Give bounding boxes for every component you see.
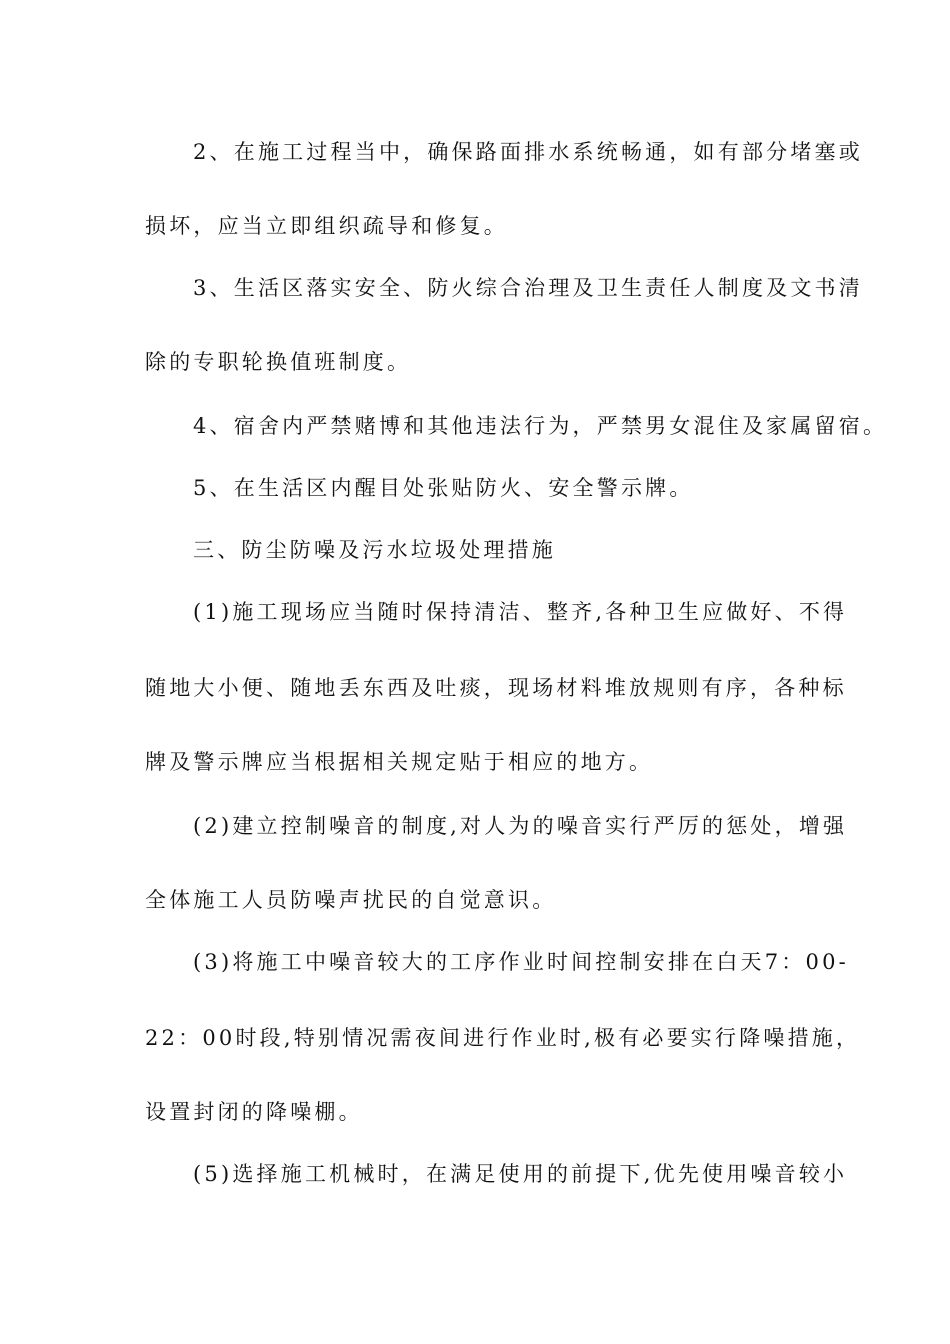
item-1-line-2: 随地大小便、随地丢东西及吐痰，现场材料堆放规则有序，各种标 bbox=[145, 676, 847, 700]
item-5-line-1: (5)选择施工机械时，在满足使用的前提下,优先使用噪音较小 bbox=[193, 1162, 848, 1186]
paragraph-2-line-2: 损坏，应当立即组织疏导和修复。 bbox=[145, 214, 508, 238]
section-heading: 三、防尘防噪及污水垃圾处理措施 bbox=[193, 538, 556, 562]
item-2-line-1: (2)建立控制噪音的制度,对人为的噪音实行严厉的惩处，增强 bbox=[193, 814, 848, 838]
paragraph-2-line-1: 2、在施工过程当中，确保路面排水系统畅通，如有部分堵塞或 bbox=[193, 140, 863, 164]
paragraph-3-line-2: 除的专职轮换值班制度。 bbox=[145, 350, 412, 374]
item-1-line-1: (1)施工现场应当随时保持清洁、整齐,各种卫生应做好、不得 bbox=[193, 600, 848, 624]
paragraph-3-line-1: 3、生活区落实安全、防火综合治理及卫生责任人制度及文书清 bbox=[193, 276, 863, 300]
paragraph-5-line-1: 5、在生活区内醒目处张贴防火、安全警示牌。 bbox=[193, 476, 694, 500]
item-3-line-2: 22：00时段,特别情况需夜间进行作业时,极有必要实行降噪措施， bbox=[145, 1026, 861, 1050]
item-2-line-2: 全体施工人员防噪声扰民的自觉意识。 bbox=[145, 888, 557, 912]
item-3-line-1: (3)将施工中噪音较大的工序作业时间控制安排在白天7：00- bbox=[193, 950, 849, 974]
item-1-line-3: 牌及警示牌应当根据相关规定贴于相应的地方。 bbox=[145, 750, 654, 774]
paragraph-4-line-1: 4、宿舍内严禁赌博和其他违法行为，严禁男女混住及家属留宿。 bbox=[193, 414, 888, 438]
item-3-line-3: 设置封闭的降噪棚。 bbox=[145, 1100, 363, 1124]
